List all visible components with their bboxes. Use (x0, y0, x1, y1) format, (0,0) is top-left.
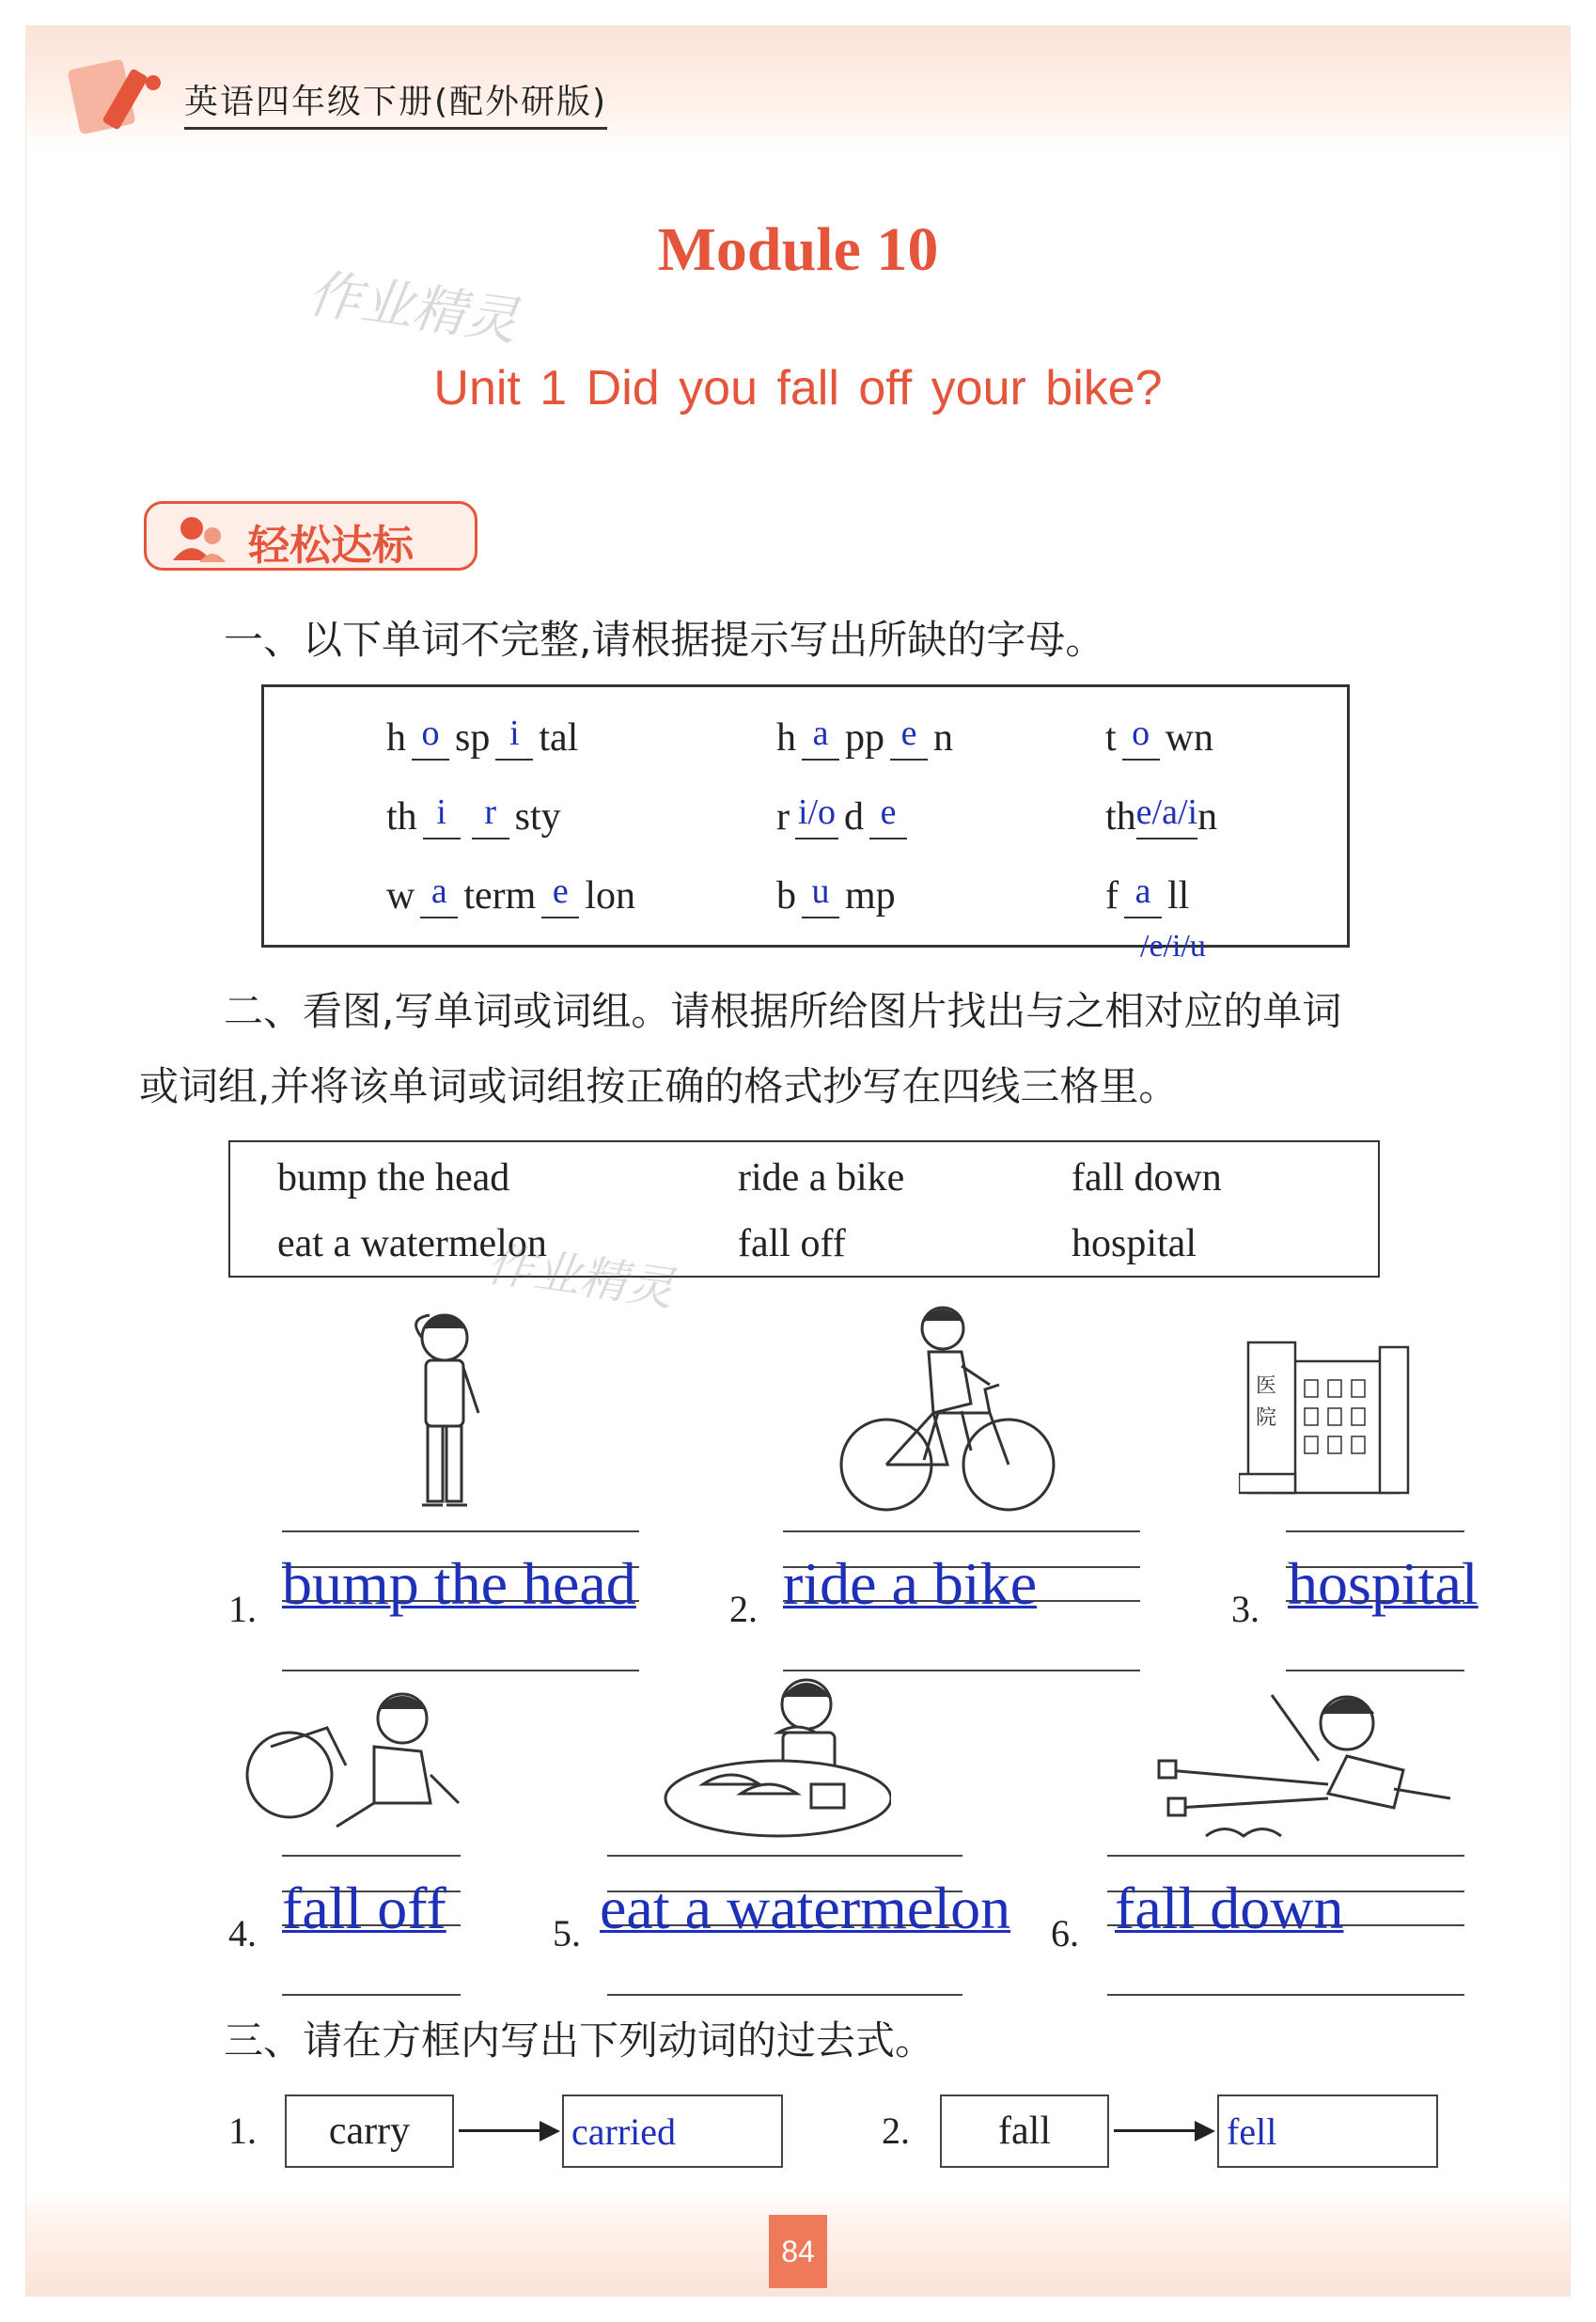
answer-4: fall off (282, 1875, 446, 1941)
option: eat a watermelon (277, 1222, 547, 1265)
verb-box: fall (940, 2095, 1109, 2168)
unit-title: Unit 1 Did you fall off your bike? (433, 361, 1163, 416)
word-then-than-thin: the/a/in (1105, 792, 1218, 839)
watermark: 作业精灵 (304, 262, 522, 353)
arrowhead-icon (1195, 2121, 1215, 2142)
watermark: 作业精灵 (483, 1236, 678, 1317)
item-number: 4. (228, 1912, 257, 1954)
answer-1: bump the head (282, 1550, 636, 1617)
item-number: 2. (882, 2110, 910, 2152)
boy-eating-watermelon-illustration (647, 1667, 891, 1845)
option: fall down (1072, 1156, 1222, 1200)
past-tense-answer: carried (571, 2110, 677, 2153)
section2-instruction-line1: 二、看图,写单词或词组。请根据所给图片找出与之相对应的单词 (224, 988, 1342, 1034)
answer-5: eat a watermelon (600, 1875, 1011, 1941)
section-badge (144, 501, 477, 571)
item-number: 1. (228, 2110, 257, 2152)
boy-bump-head-illustration (388, 1300, 501, 1516)
book-logo-icon (64, 45, 177, 139)
verb-box: carry (285, 2095, 454, 2168)
page-number: 84 (769, 2215, 827, 2288)
past-tense-box (1217, 2095, 1438, 2168)
fall-vowel-note: /e/i/u (1140, 929, 1206, 964)
word-town: t o wn (1105, 714, 1214, 760)
past-tense-answer: fell (1227, 2110, 1277, 2153)
section2-instruction-line2: 或词组,并将该单词或词组按正确的格式抄写在四线三格里。 (139, 1063, 1179, 1109)
option: fall off (738, 1222, 846, 1265)
students-icon (165, 511, 231, 564)
book-title: 英语四年级下册(配外研版) (184, 75, 607, 130)
answer-6: fall down (1115, 1875, 1344, 1941)
hospital-illustration (1239, 1333, 1427, 1502)
option: bump the head (277, 1156, 510, 1200)
module-title: Module 10 (657, 215, 939, 284)
word-watermelon: w a term e lon (386, 871, 635, 918)
item-number: 5. (553, 1912, 581, 1954)
answer-2: ride a bike (783, 1550, 1038, 1617)
past-tense-box (562, 2095, 783, 2168)
badge-label: 轻松达标 (248, 522, 414, 570)
item-number: 6. (1051, 1912, 1079, 1954)
word-fall: f a ll (1105, 871, 1190, 918)
arrow-icon (459, 2129, 543, 2132)
answer-3: hospital (1288, 1550, 1479, 1617)
section1-instruction: 一、以下单词不完整,请根据提示写出所缺的字母。 (224, 617, 1105, 663)
boy-riding-bike-illustration (830, 1300, 1056, 1516)
option: ride a bike (738, 1156, 905, 1200)
hospital-sign: 医院 (1256, 1374, 1277, 1430)
word-bump: b u mp (776, 871, 896, 918)
section1-box (261, 684, 1350, 948)
word-happen: h a pp e n (776, 714, 953, 760)
item-number: 2. (729, 1588, 758, 1630)
arrow-icon (1114, 2129, 1198, 2132)
workbook-page (26, 26, 1570, 2296)
word-thirsty: th i r sty (386, 792, 561, 839)
girl-fall-down-illustration (1131, 1667, 1488, 1855)
word-hospital: h o sp i tal (386, 714, 579, 760)
word-options-box (228, 1140, 1380, 1278)
option: hospital (1072, 1222, 1197, 1265)
word-rode-ride: r i/o d e (776, 794, 913, 839)
item-number: 1. (228, 1588, 257, 1630)
item-number: 3. (1231, 1588, 1260, 1630)
girl-fall-off-bike-illustration (233, 1662, 477, 1850)
section3-instruction: 三、请在方框内写出下列动词的过去式。 (224, 2017, 935, 2063)
arrowhead-icon (540, 2121, 560, 2142)
